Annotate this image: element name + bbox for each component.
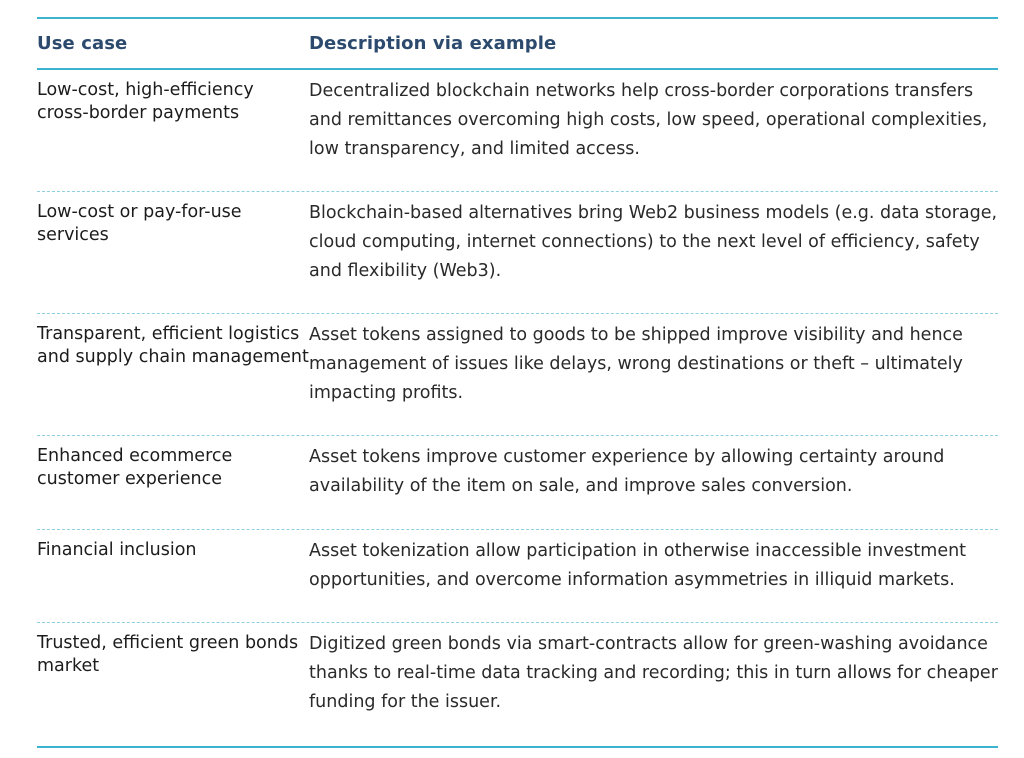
table-row [37,313,998,435]
description-cell: Decentralized blockchain networks help cross-border corporations transfers and remittances overcoming high costs, low speed, operational complexities, low transparency, and limited access. [309,81,988,159]
use-case-table [37,17,998,748]
table-row [37,529,998,622]
use-case-cell: Low-cost or pay-for-use services [37,202,242,245]
use-case-cell: Enhanced ecommerce customer experience [37,446,233,489]
table-row [37,622,998,746]
description-cell: Asset tokens improve customer experience by allowing certainty around availability of the item on sale, and improve sales conversion. [309,447,945,496]
header-description: Description via example [309,33,557,54]
bottom-rule [37,746,998,748]
table-header [37,19,998,68]
table-row [37,191,998,313]
use-case-cell: Low-cost, high-efficiency cross-border payments [37,80,254,123]
description-cell: Blockchain-based alternatives bring Web2 business models (e.g. data storage, cloud computing, internet connections) to the next level of efficiency, safety and flexibility (Web3). [309,203,998,281]
header-use-case: Use case [37,33,128,54]
description-cell: Asset tokens assigned to goods to be shipped improve visibility and hence management of issues like delays, wrong destinations or theft – ultimately impacting profits. [309,325,963,403]
table-body [37,70,998,746]
use-case-cell: Transparent, efficient logistics and supply chain management [37,324,309,367]
description-cell: Digitized green bonds via smart-contracts allow for green-washing avoidance thanks to real-time data tracking and recording; this in turn allows for cheaper funding for the issuer. [309,634,998,712]
description-cell: Asset tokenization allow participation in otherwise inaccessible investment opportunities, and overcome information asymmetries in illiquid markets. [309,541,967,590]
table-row [37,70,998,191]
table-row [37,435,998,529]
use-case-cell: Trusted, efficient green bonds market [37,633,299,676]
use-case-cell: Financial inclusion [37,540,197,560]
